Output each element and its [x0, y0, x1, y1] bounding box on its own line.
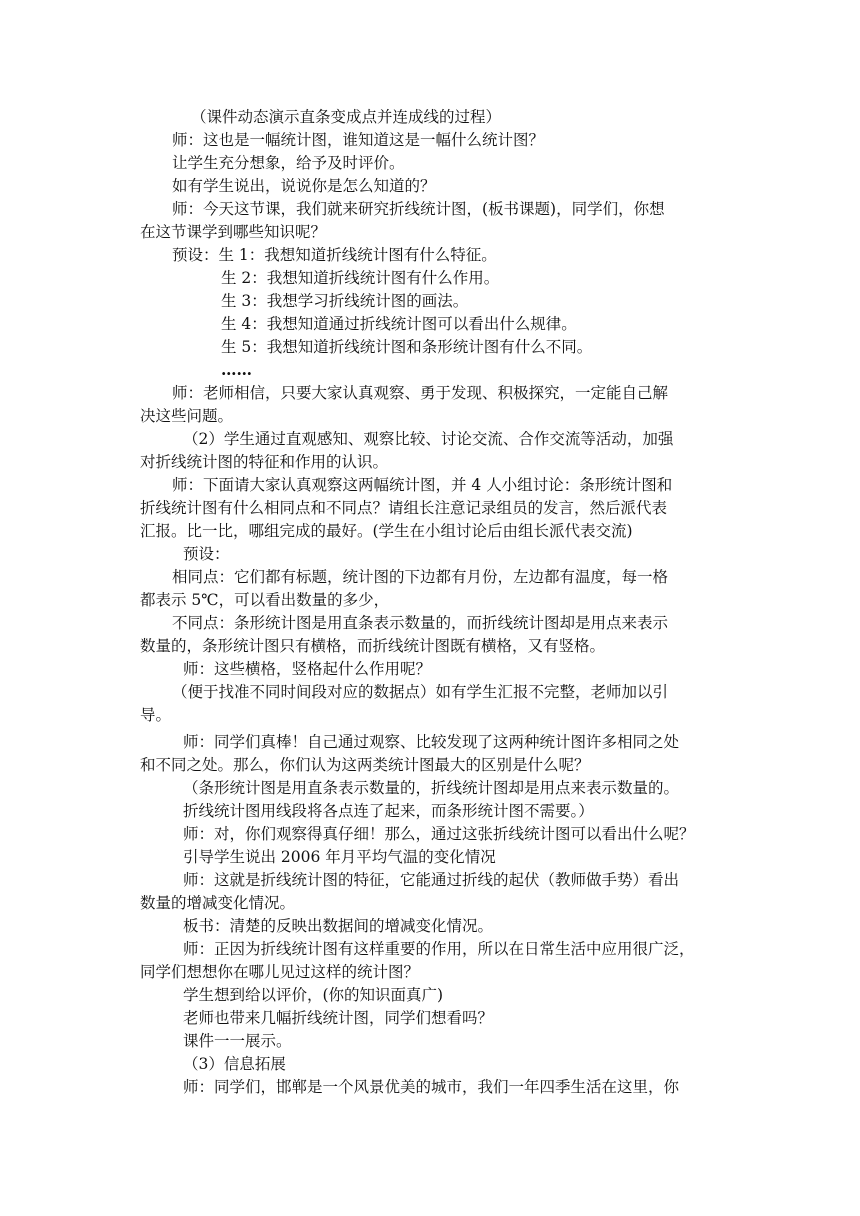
text-line: （便于找准不同时间段对应的数据点）如有学生汇报不完整，老师加以引	[172, 683, 669, 701]
text-line: 预设：	[183, 545, 230, 563]
text-line: 老师也带来几幅折线统计图，同学们想看吗？	[183, 1009, 494, 1027]
text-line: 数量的增减变化情况。	[140, 894, 296, 912]
text-line: 汇报。比一比，哪组完成的最好。(学生在小组讨论后由组长派代表交流)	[140, 522, 633, 540]
text-line: 师：这些横格，竖格起什么作用呢？	[183, 660, 432, 678]
text-line: 让学生充分想象，给予及时评价。	[172, 154, 405, 172]
text-line: 课件一一展示。	[183, 1032, 292, 1050]
text-line: 师：今天这节课，我们就来研究折线统计图，(板书课题)，同学们，你想	[172, 200, 665, 218]
text-line: 生 3：我想学习折线统计图的画法。	[221, 292, 469, 310]
text-line: 生 4：我想知道通过折线统计图可以看出什么规律。	[221, 315, 577, 333]
text-line: 都表示 5℃，可以看出数量的多少，	[140, 591, 390, 609]
text-line: 对折线统计图的特征和作用的认识。	[140, 453, 389, 471]
text-line: 师：同学们，邯郸是一个风景优美的城市，我们一年四季生活在这里，你	[183, 1078, 680, 1096]
text-line: 预设：生 1：我想知道折线统计图有什么特征。	[172, 246, 497, 264]
text-line: （条形统计图是用直条表示数量的，折线统计图却是用点来表示数量的。	[183, 779, 680, 797]
text-line: 师：正因为折线统计图有这样重要的作用，所以在日常生活中应用很广泛，	[183, 940, 695, 958]
text-line: 决这些问题。	[140, 407, 234, 425]
text-line: 师：下面请大家认真观察这两幅统计图，并 4 人小组讨论：条形统计图和	[172, 476, 673, 494]
text-line: 不同点：条形统计图是用直条表示数量的，而折线统计图却是用点来表示	[172, 614, 669, 632]
text-line: 和不同之处。那么，你们认为这两类统计图最大的区别是什么呢？	[140, 756, 590, 774]
text-line: 同学们想想你在哪儿见过这样的统计图？	[140, 963, 420, 981]
text-line: （3）信息拓展	[183, 1055, 286, 1073]
text-line: 生 2：我想知道折线统计图有什么作用。	[221, 269, 500, 287]
text-line: 师：这就是折线统计图的特征，它能通过折线的起伏（教师做手势）看出	[183, 871, 680, 889]
text-line: 折线统计图有什么相同点和不同点？请组长注意记录组员的发言，然后派代表	[140, 499, 668, 517]
text-line: ……	[221, 360, 252, 379]
text-line: 如有学生说出，说说你是怎么知道的？	[172, 177, 436, 195]
text-line: 数量的，条形统计图只有横格，而折线统计图既有横格，又有竖格。	[140, 637, 606, 655]
text-line: 在这节课学到哪些知识呢？	[140, 223, 327, 241]
text-line: （课件动态演示直条变成点并连成线的过程）	[191, 108, 502, 126]
text-line: 师：对，你们观察得真仔细！那么，通过这张折线统计图可以看出什么呢？	[183, 825, 695, 843]
text-line: 师：老师相信，只要大家认真观察、勇于发现、积极探究，一定能自己解	[172, 384, 669, 402]
text-line: 折线统计图用线段将各点连了起来，而条形统计图不需要。）	[183, 802, 594, 820]
text-line: 相同点：它们都有标题，统计图的下边都有月份，左边都有温度，每一格	[172, 568, 669, 586]
text-line: 导。	[140, 706, 172, 724]
text-line: 引导学生说出 2006 年月平均气温的变化情况	[183, 848, 496, 866]
text-line: 师：这也是一幅统计图，谁知道这是一幅什么统计图？	[172, 131, 545, 149]
text-line: 师：同学们真棒！自己通过观察、比较发现了这两种统计图许多相同之处	[183, 733, 680, 751]
text-line: （2）学生通过直观感知、观察比较、讨论交流、合作交流等活动，加强	[183, 430, 674, 448]
text-line: 学生想到给以评价，(你的知识面真广)	[183, 986, 444, 1004]
text-line: 板书：清楚的反映出数据间的增减变化情况。	[183, 917, 494, 935]
text-line: 生 5：我想知道折线统计图和条形统计图有什么不同。	[221, 338, 593, 356]
